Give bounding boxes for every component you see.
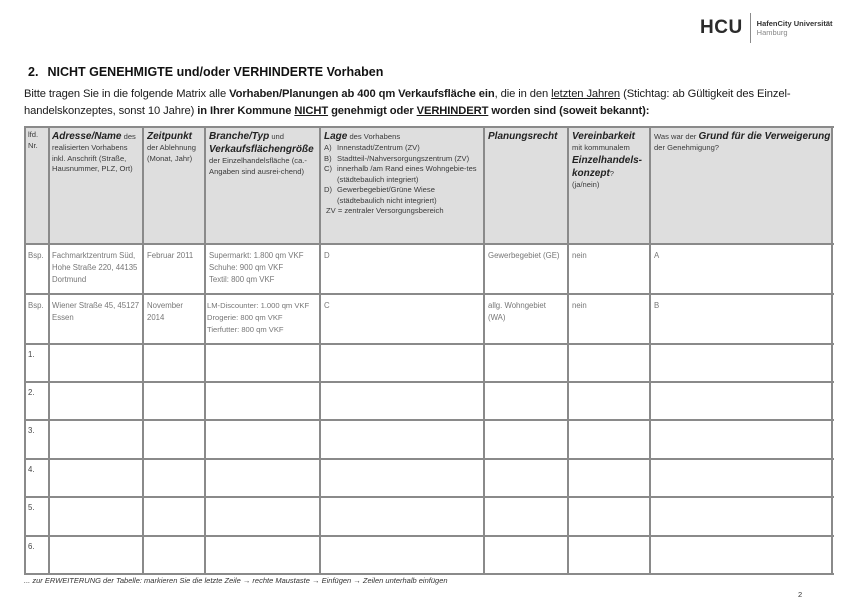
page-number: 2 bbox=[798, 590, 803, 599]
intro-text-bold: in Ihrer Kommune bbox=[197, 105, 295, 117]
cell-lage[interactable]: D bbox=[324, 251, 330, 260]
grid-line bbox=[204, 126, 206, 574]
logo-university-name: HafenCity Universität bbox=[756, 19, 833, 28]
branche-line: Schuhe: 900 qm VKF bbox=[209, 263, 284, 272]
projects-table bbox=[24, 126, 832, 574]
header-zeitpunkt-sub: der Ablehnung (Monat, Jahr) bbox=[147, 143, 196, 163]
grid-line bbox=[24, 496, 834, 498]
cell-branche[interactable] bbox=[207, 300, 319, 336]
grid-line bbox=[24, 381, 834, 383]
branche-line: Drogerie: 800 qm VKF bbox=[207, 313, 283, 322]
grid-line bbox=[24, 573, 834, 575]
grid-line bbox=[142, 126, 144, 574]
intro-text-bold: worden sind (soweit bekannt): bbox=[488, 105, 650, 117]
blank-row-number[interactable]: 1. bbox=[28, 350, 35, 359]
header-grund-prefix: Was war der bbox=[654, 132, 699, 141]
cell-lage[interactable]: C bbox=[324, 301, 330, 310]
header-grund-sub: der Genehmigung? bbox=[654, 143, 720, 152]
cell-nr[interactable]: Bsp. bbox=[28, 251, 44, 260]
branche-line: LM-Discounter: 1.000 qm VKF bbox=[207, 301, 310, 310]
cell-vereinbarkeit[interactable]: nein bbox=[572, 301, 587, 310]
section-title bbox=[28, 65, 383, 79]
cell-zeitpunkt[interactable]: Februar 2011 bbox=[147, 251, 194, 260]
header-adresse bbox=[52, 130, 142, 240]
lage-option bbox=[324, 143, 484, 154]
section-number: 2. bbox=[28, 65, 39, 79]
header-nr-line1: lfd. bbox=[28, 130, 39, 139]
grid-line bbox=[483, 126, 485, 574]
lage-option-text: Innenstadt/Zentrum (ZV) bbox=[337, 143, 420, 152]
grid-line bbox=[831, 126, 833, 574]
lage-option-text: innerhalb /am Rand eines Wohngebie-tes (städtebaulich integriert) bbox=[337, 164, 477, 184]
grid-line bbox=[24, 293, 834, 295]
header-branche-title1: Branche/Typ bbox=[209, 131, 270, 142]
branche-line: Textil: 800 qm VKF bbox=[209, 275, 275, 284]
hcu-logo bbox=[700, 12, 833, 44]
intro-text: Bitte tragen Sie in die folgende Matrix alle bbox=[24, 88, 230, 100]
intro-text-underline: letzten Jahren bbox=[551, 88, 621, 100]
grid-line bbox=[319, 126, 321, 574]
blank-row-number[interactable]: 4. bbox=[28, 465, 35, 474]
lage-option-label: A) bbox=[324, 143, 332, 152]
lage-option-text: Gewerbegebiet/Grüne Wiese (städtebaulich nicht integriert) bbox=[337, 185, 437, 205]
cell-grund[interactable]: A bbox=[654, 251, 660, 260]
header-adresse-sub: realisierten Vorhabens inkl. Anschrift (Straße, Hausnummer, PLZ, Ort) bbox=[52, 143, 133, 173]
blank-row-number[interactable]: 5. bbox=[28, 503, 35, 512]
cell-zeitpunkt[interactable]: November 2014 bbox=[147, 301, 183, 322]
header-grund-title: Grund für die Verweigerung bbox=[698, 131, 830, 142]
intro-text: , die in den bbox=[494, 88, 552, 100]
header-vereinbarkeit-sub2: (ja/nein) bbox=[572, 179, 600, 189]
branche-line: Tierfutter: 800 qm VKF bbox=[207, 325, 284, 334]
branche-line: Supermarkt: 1.800 qm VKF bbox=[209, 251, 304, 260]
lage-option bbox=[324, 154, 484, 165]
header-vereinbarkeit-title2: Einzelhandels-konzept bbox=[572, 154, 643, 179]
cell-vereinbarkeit[interactable]: nein bbox=[572, 251, 587, 260]
header-lage-suffix: des Vorhabens bbox=[347, 132, 401, 141]
header-branche bbox=[209, 130, 321, 240]
cell-adresse[interactable]: Fachmarktzentrum Süd, Hohe Straße 220, 44135 Dortmund bbox=[52, 251, 138, 284]
intro-text-bold-underline: NICHT bbox=[294, 105, 329, 117]
header-vereinbarkeit-title1: Vereinbarkeit bbox=[572, 131, 635, 142]
header-lage-note: ZV = zentraler Versorgungsbereich bbox=[326, 206, 444, 215]
header-branche-sub: der Einzelhandelsfläche (ca.-Angaben sind ausrei-chend) bbox=[209, 156, 307, 176]
lage-options-list bbox=[324, 143, 484, 206]
header-nr-line2: Nr. bbox=[28, 140, 38, 150]
cell-planungsrecht[interactable]: Gewerbegebiet (GE) bbox=[488, 251, 560, 260]
header-vereinbarkeit-sub1: mit kommunalem bbox=[572, 143, 630, 152]
logo-city: Hamburg bbox=[756, 28, 788, 37]
cell-nr[interactable]: Bsp. bbox=[28, 301, 44, 310]
header-vereinbarkeit bbox=[572, 130, 650, 240]
header-nr bbox=[28, 130, 48, 240]
lage-option-text: Stadtteil-/Nahversorgungszentrum (ZV) bbox=[337, 153, 470, 163]
grid-line bbox=[24, 343, 834, 345]
cell-adresse[interactable]: Wiener Straße 45, 45127 Essen bbox=[52, 301, 140, 322]
blank-row-number[interactable]: 3. bbox=[28, 426, 35, 435]
header-branche-title2: Verkaufsflächengröße bbox=[209, 144, 314, 155]
header-branche-mid: und bbox=[269, 132, 284, 141]
header-lage-title: Lage bbox=[324, 131, 348, 142]
cell-branche[interactable] bbox=[209, 250, 317, 286]
blank-row-number[interactable]: 2. bbox=[28, 388, 35, 397]
intro-paragraph bbox=[24, 86, 836, 120]
intro-text: (Stichtag: ab Gültigkeit des Einzel-handelskonzeptes, sonst 10 Jahre) bbox=[24, 88, 791, 117]
grid-line bbox=[567, 126, 569, 574]
logo-divider bbox=[750, 13, 751, 43]
lage-option-label: B) bbox=[324, 153, 332, 163]
intro-text-bold: genehmigt oder bbox=[328, 105, 417, 117]
intro-text-bold-underline: VERHINDERT bbox=[416, 105, 489, 117]
intro-text-bold: Vorhaben/Planungen ab 400 qm Verkaufsfläche ein bbox=[229, 88, 495, 100]
lage-option-label: C) bbox=[324, 164, 333, 173]
section-title-text: NICHT GENEHMIGTE und/oder VERHINDERTE Vorhaben bbox=[47, 65, 384, 79]
logo-text bbox=[757, 19, 833, 37]
cell-grund[interactable]: B bbox=[654, 301, 660, 310]
header-grund bbox=[654, 130, 830, 240]
grid-line bbox=[649, 126, 651, 574]
grid-line bbox=[24, 458, 834, 460]
table-extension-footnote: ... zur ERWEITERUNG der Tabelle: markieren Sie die letzte Zeile → rechte Maustaste → Einfügen → Zeilen unterhalb einfügen bbox=[24, 576, 448, 585]
lage-option bbox=[324, 164, 484, 185]
grid-line bbox=[24, 126, 834, 128]
header-planungsrecht-title: Planungsrecht bbox=[488, 131, 558, 142]
header-vereinbarkeit-question-mark: ? bbox=[609, 168, 615, 178]
header-planungsrecht bbox=[488, 130, 568, 240]
lage-option-label: D) bbox=[324, 185, 333, 194]
cell-planungsrecht[interactable]: allg. Wohngebiet (WA) bbox=[488, 301, 546, 322]
header-zeitpunkt bbox=[147, 130, 205, 240]
blank-row-number[interactable]: 6. bbox=[28, 542, 35, 551]
logo-mark: HCU bbox=[700, 17, 743, 38]
header-adresse-title: Adresse/Name bbox=[52, 131, 122, 142]
grid-line bbox=[24, 419, 834, 421]
header-lage bbox=[324, 130, 484, 242]
grid-line bbox=[24, 535, 834, 537]
lage-option bbox=[324, 185, 484, 206]
header-adresse-suffix: des bbox=[121, 132, 136, 141]
grid-line bbox=[48, 126, 50, 574]
grid-line bbox=[24, 243, 834, 245]
header-zeitpunkt-title: Zeitpunkt bbox=[147, 131, 192, 142]
grid-line bbox=[24, 126, 26, 574]
